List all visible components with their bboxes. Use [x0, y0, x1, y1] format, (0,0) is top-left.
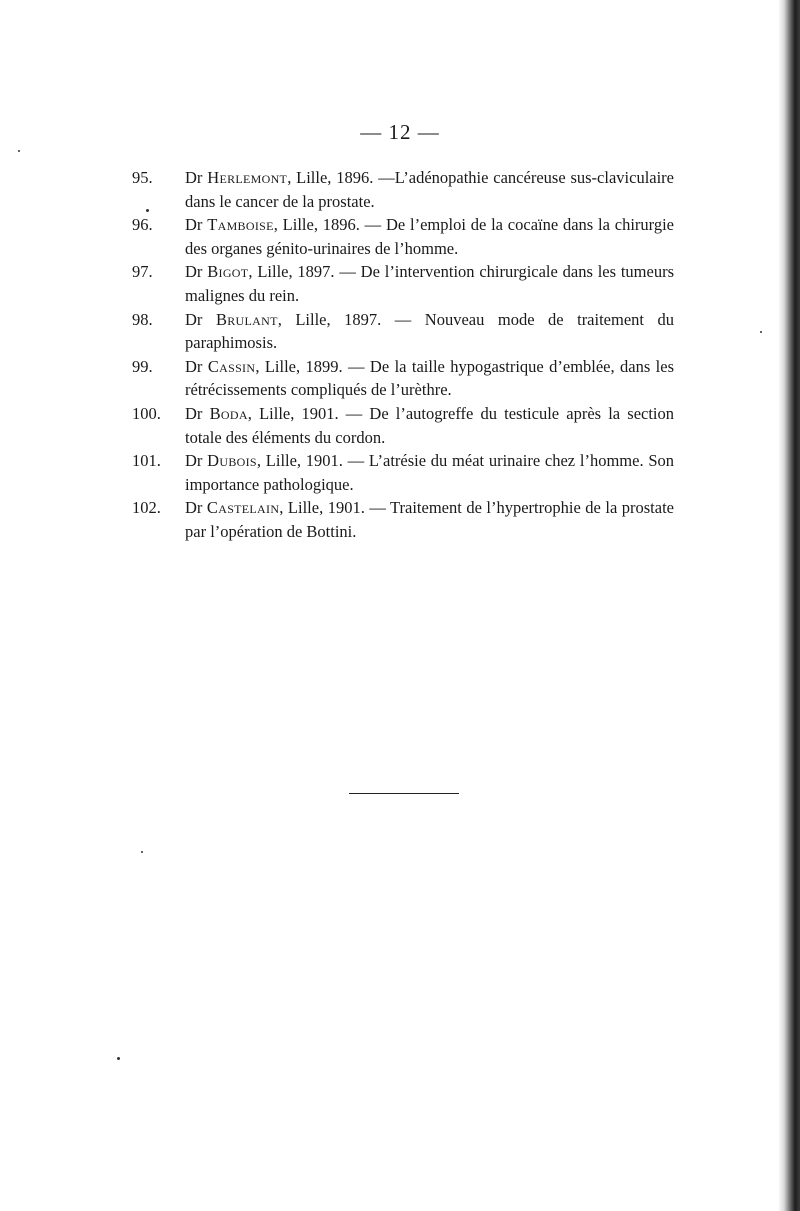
entry-details: , Lille, 1901. — L’atrésie du méat urinaire chez l’homme. Son importance pathologique. [185, 451, 674, 494]
bibliography-entry [132, 260, 674, 307]
scan-speck [760, 331, 762, 333]
entry-number: 100. [132, 403, 161, 423]
entry-number: 96. [132, 215, 153, 235]
entry-details: , Lille, 1897. — Nouveau mode de traitement du paraphimosis. [185, 309, 674, 353]
entry-number: 97. [132, 262, 153, 282]
scan-speck [117, 1057, 120, 1060]
entry-author: Castelain [206, 498, 280, 518]
bibliography-entry [132, 166, 674, 213]
entry-title: Dr [185, 309, 203, 329]
bibliography-entry [132, 308, 674, 355]
bibliography-entry [132, 402, 674, 449]
entry-details: , Lille, 1896. — De l’emploi de la cocaïne dans la chirurgie des organes génito-urinaires de l’homme. [185, 215, 674, 258]
entry-title: Dr [185, 403, 203, 423]
scan-speck [18, 150, 20, 152]
entry-author: Cassin [207, 356, 256, 376]
entry-title: Dr [185, 451, 203, 471]
bibliography-entry [132, 449, 674, 496]
scan-speck [141, 851, 143, 853]
entry-title: Dr [185, 215, 203, 235]
entry-title: Dr [185, 356, 203, 376]
entry-author: Brulant [215, 309, 278, 329]
entry-details: , Lille, 1901. — Traitement de l’hypertrophie de la prostate par l’opération de Bottini. [185, 498, 674, 541]
entry-details: , Lille, 1899. — De la taille hypogastrique d’emblée, dans les rétrécissements compliqués de l’urèthre. [185, 356, 674, 400]
page-edge-shadow [778, 0, 800, 1211]
entry-author: Dubois [207, 451, 257, 471]
bibliography-list [132, 166, 674, 544]
bibliography-entry [132, 213, 674, 260]
entry-author: Tamboise [207, 215, 274, 235]
entry-author: Herlemont [207, 168, 288, 187]
end-rule [349, 793, 459, 794]
entry-title: Dr [185, 168, 203, 187]
entry-author: Bigot [207, 262, 249, 282]
scan-speck [146, 209, 149, 212]
bibliography-entry [132, 496, 674, 543]
entry-details: , Lille, 1901. — De l’autogreffe du testicule après la section totale des éléments du cordon. [185, 403, 675, 447]
entry-title: Dr [185, 262, 203, 282]
entry-title: Dr [185, 498, 203, 518]
entry-details: , Lille, 1896. —L’adénopathie cancéreuse sus-claviculaire dans le cancer de la prostate. [185, 168, 674, 211]
entry-number: 95. [132, 168, 153, 187]
page-number: — 12 — [360, 120, 440, 144]
entry-author: Boda [209, 403, 248, 423]
entry-number: 101. [132, 451, 161, 471]
entry-details: , Lille, 1897. — De l’intervention chirurgicale dans les tumeurs malignes du rein. [185, 262, 675, 305]
entry-number: 98. [132, 309, 153, 329]
entry-number: 99. [132, 356, 153, 376]
entry-number: 102. [132, 498, 161, 518]
bibliography-entry [132, 355, 674, 402]
